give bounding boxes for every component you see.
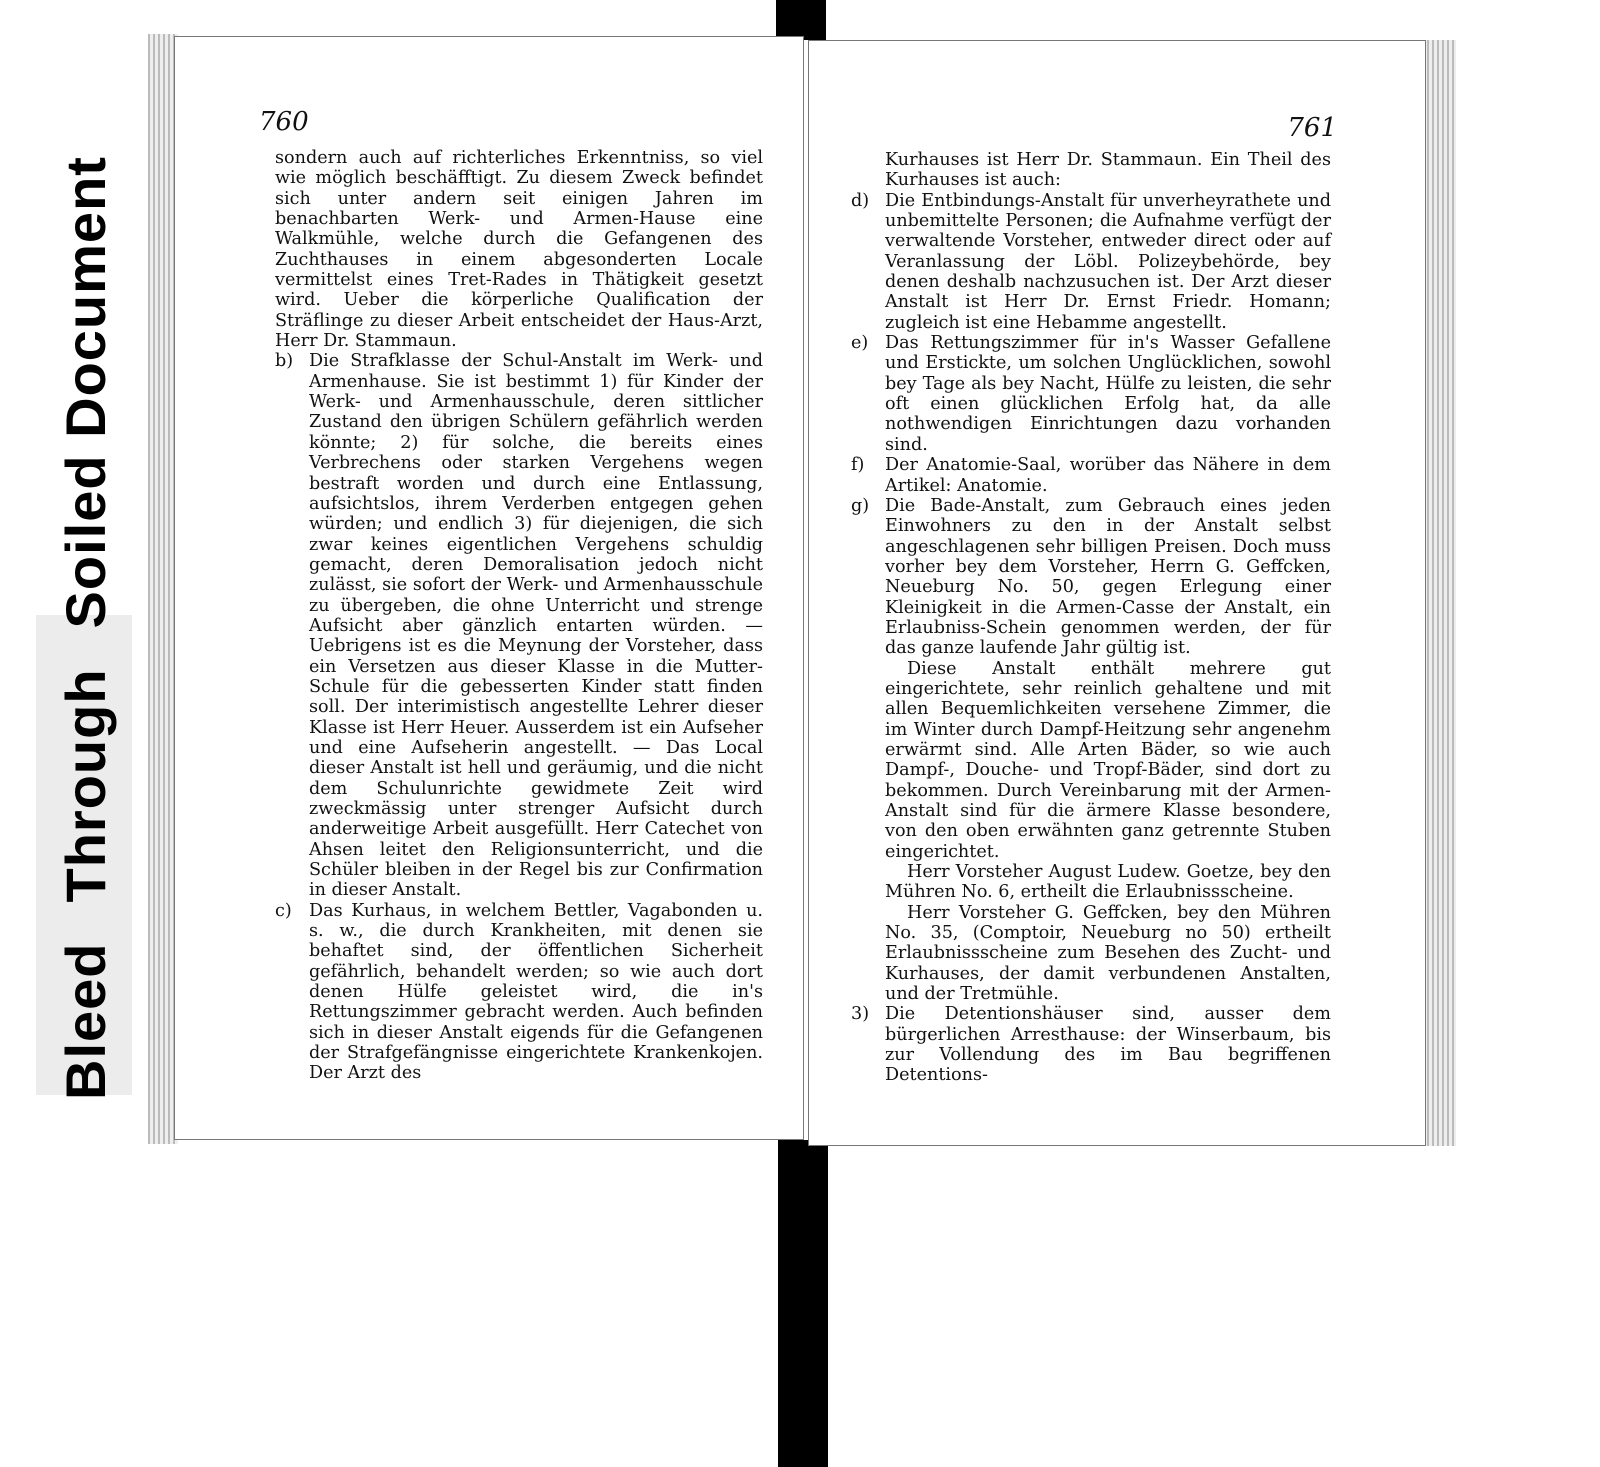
list-item-f <box>851 455 1331 496</box>
geffcken-paragraph: Herr Vorsteher G. Geffcken, bey den Mühren No. 35, (Comptoir, Neueburg no 50) ertheilt Erlaubnissscheine zum Besehen des Zucht- und Kurhauses, der damit verbundenen Anstalten, und der Tretmühle. <box>885 902 1331 1005</box>
right-page-edges <box>1422 40 1456 1146</box>
list-label-g: g) <box>851 495 870 516</box>
list-text-3: Die Detentionshäuser sind, ausser dem bürgerlichen Arresthause: der Winserbaum, bis zur Vollendung des im Bau begriffenen Detentions- <box>885 1004 1331 1086</box>
stamp-text <box>50 100 120 1100</box>
left-intro-paragraph: sondern auch auf richterliches Erkenntniss, so viel wie möglich beschäfftigt. Zu diesem Zweck befindet sich unter andern seit einigen Jahren im benachbarten Werk- und Armen-Hause eine Walkmühle, welche durch die Gefangenen des Zuchthauses in einem abgesonderten Locale vermittelst eines Tret-Rades in Thätigkeit gesetzt wird. Ueber die körperliche Qualification der Sträflinge zu dieser Arbeit entscheidet der Haus-Arzt, Herr Dr. Stammaun. <box>275 148 763 352</box>
list-text-b: Die Strafklasse der Schul-Anstalt im Werk- und Armenhause. Sie ist bestimmt 1) für Kinder der Werk- und Armenhausschule, deren sittlicher Zustand den übrigen Schülern gefährlich werden könnte; 2) für solche, die bereits eines Verbrechens oder starken Vergehens wegen bestraft worden und durch eine Entlassung, aufsichtslos, ihrem Verderben entgegen gehen würden; und endlich 3) für diejenigen, die sich zwar keines eigentlichen Vergehens schuldig gemacht, deren Demoralisation jedoch nicht zulässt, sie sofort der Werk- und Armenhausschule zu übergeben, die ohne Unterricht und strenge Aufsicht aber gänzlich entarten würden. — Uebrigens ist es die Meynung der Vorsteher, dass ein Versetzen aus dieser Klasse in die Mutter-Schule für die gebesserten Kinder statt finden soll. Der interimistisch angestellte Lehrer dieser Klasse ist Herr Heuer. Ausserdem ist ein Aufseher und eine Aufseherin angestellt. — Das Local dieser Anstalt ist hell und geräumig, und die nicht dem Schulunrichte gewidmete Zeit wird zweckmässig unter strenger Aufsicht durch anderweitige Arbeit ausgefüllt. Herr Catechet von Ahsen leitet den Religionsunterricht, und die Schüler bleiben in der Regel bis zur Confirmation in dieser Anstalt. <box>309 351 763 901</box>
goetze-paragraph: Herr Vorsteher August Ludew. Goetze, bey den Mühren No. 6, ertheilt die Erlaubnissscheine. <box>885 862 1331 903</box>
list-item-c <box>275 901 763 1084</box>
spine-bottom <box>778 1140 828 1467</box>
right-text-column <box>851 150 1331 1086</box>
list-text-d: Die Entbindungs-Anstalt für unverheyrathete und unbemittelte Personen; die Aufnahme verfügt der verwaltende Vorsteher, entweder direct oder auf Veranlassung der Löbl. Polizeybehörde, bey denen deshalb nachzusuchen ist. Der Arzt dieser Anstalt ist Herr Dr. Ernst Friedr. Homann; zugleich ist eine Hebamme angestellt. <box>885 190 1331 333</box>
list-text-c: Das Kurhaus, in welchem Bettler, Vagabonden u. s. w., die durch Krankheiten, mit denen sie behaftet sind, der öffentlichen Sicherheit gefährlich, behandelt werden; so wie auch dort denen Hülfe geleistet wird, die in's Rettungszimmer gebracht werden. Auch befinden sich in dieser Anstalt eigends für die Gefangenen der Strafgefängnisse eingerichtete Krankenkojen. Der Arzt des <box>309 900 763 1084</box>
spine-top <box>776 0 826 40</box>
stamp-word-soiled-document: Soiled Document <box>53 156 117 629</box>
left-page <box>174 36 804 1140</box>
list-text-g: Die Bade-Anstalt, zum Gebrauch eines jeden Einwohners zu den in der Anstalt selbst angeschlagenen sehr billigen Preisen. Doch muss vorher bey dem Vorsteher, Herrn G. Geffcken, Neueburg No. 50, gegen Erlegung einer Kleinigkeit in die Armen-Casse der Anstalt, ein Erlaubniss-Schein genommen werden, der für das ganze laufende Jahr gültig ist. <box>885 495 1331 659</box>
right-intro-paragraph: Kurhauses ist Herr Dr. Stammaun. Ein Theil des Kurhauses ist auch: <box>885 150 1331 191</box>
left-text-column <box>275 148 763 1084</box>
list-label-c: c) <box>275 900 292 921</box>
stamp-word-bleed: Bleed <box>53 942 117 1100</box>
list-label-f: f) <box>851 455 865 476</box>
list-label-e: e) <box>851 333 869 354</box>
list-item-e <box>851 333 1331 455</box>
list-text-e: Das Rettungszimmer für in's Wasser Gefallene und Erstickte, um solchen Unglücklichen, sowohl bey Tage als bey Nacht, Hülfe zu leisten, die sehr oft einen glücklichen Erfolg hat, da alle nothwendigen Einrichtungen dazu vorhanden sind. <box>885 333 1331 455</box>
bath-description-paragraph: Diese Anstalt enthält mehrere gut eingerichtete, sehr reinlich gehaltene und mit allen Bequemlichkeiten versehene Zimmer, die im Winter durch Dampf-Heitzung sehr angenehm erwärmt sind. Alle Arten Bäder, so wie auch Dampf-, Douche- und Tropf-Bäder, sind dort zu bekommen. Durch Vereinbarung mit der Armen-Anstalt sind für die ärmere Klasse besondere, von den oben erwähnten ganz getrennte Stuben eingerichtet. <box>885 658 1331 862</box>
list-item-g <box>851 496 1331 659</box>
stamp-word-through: Through <box>53 668 117 903</box>
list-label-d: d) <box>851 190 870 211</box>
list-item-d <box>851 191 1331 333</box>
right-page <box>808 40 1426 1146</box>
list-label-3: 3) <box>851 1004 870 1025</box>
list-item-b <box>275 351 763 900</box>
bleed-through-stamp <box>30 60 140 1100</box>
list-text-f: Der Anatomie-Saal, worüber das Nähere in dem Artikel: Anatomie. <box>885 455 1331 496</box>
list-label-b: b) <box>275 351 294 372</box>
list-item-3 <box>851 1004 1331 1085</box>
page-number-left: 760 <box>259 107 309 137</box>
page-number-right: 761 <box>1287 113 1337 143</box>
